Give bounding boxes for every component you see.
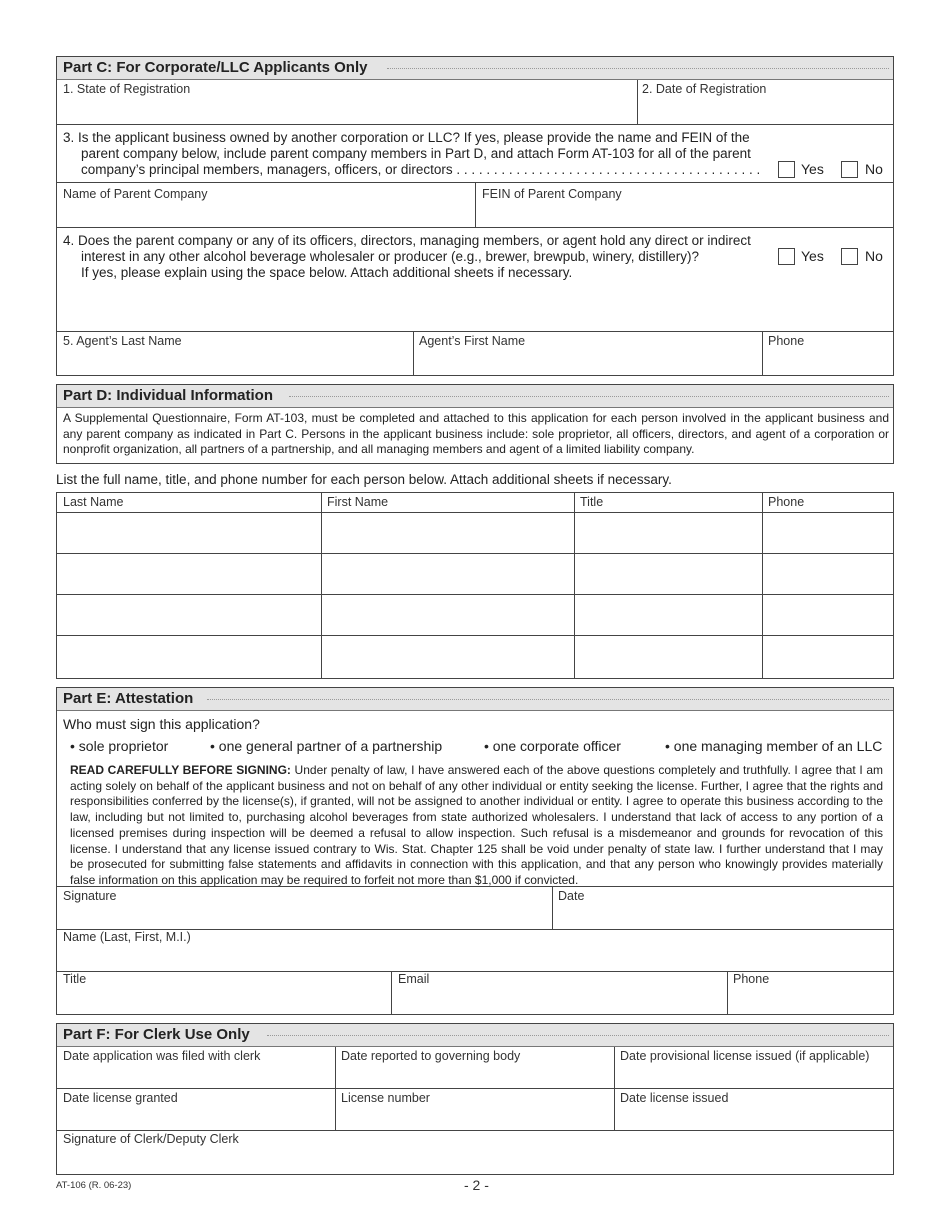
part-e-section [56,687,894,1015]
q3-no-checkbox[interactable] [841,161,858,178]
part-d-section [56,384,894,464]
question-3-line2: parent company below, include parent company members in Part D, and attach Form AT-103 for all of the parent [81,146,751,161]
agent-phone-field[interactable]: Phone [768,334,805,348]
date-issued-field[interactable]: Date license issued [620,1091,729,1105]
q3-yes-label: Yes [801,161,824,177]
clerk-signature-field[interactable]: Signature of Clerk/Deputy Clerk [63,1132,239,1146]
signer-title-field[interactable]: Title [63,972,87,986]
state-of-registration-field[interactable]: 1. State of Registration [63,82,191,96]
question-4-line3: If yes, please explain using the space below. Attach additional sheets if necessary. [81,265,573,280]
q3-yes-checkbox[interactable] [778,161,795,178]
part-f-section [56,1023,894,1175]
date-filed-field[interactable]: Date application was filed with clerk [63,1049,261,1063]
signer-name-field[interactable]: Name (Last, First, M.I.) [63,930,191,944]
q4-no-checkbox[interactable] [841,248,858,265]
signer-phone-field[interactable]: Phone [733,972,770,986]
part-d-header: Part D: Individual Information [57,385,893,408]
question-3-line1: 3. Is the applicant business owned by another corporation or LLC? If yes, please provide the name and FEIN of the [63,130,750,145]
question-4-line1: 4. Does the parent company or any of its officers, directors, managing members, or agent hold any direct or indirect [63,233,751,248]
date-reported-field[interactable]: Date reported to governing body [341,1049,521,1063]
signature-field[interactable]: Signature [63,889,117,903]
read-carefully-label: READ CAREFULLY BEFORE SIGNING: [70,763,291,777]
parent-company-fein-field[interactable]: FEIN of Parent Company [482,187,622,201]
column-first-name: First Name [327,495,389,509]
signer-corporate-officer: • one corporate officer [484,738,621,754]
q4-explanation-area[interactable] [57,285,893,331]
signer-general-partner: • one general partner of a partnership [210,738,443,754]
signature-date-field[interactable]: Date [558,889,585,903]
column-phone: Phone [768,495,805,509]
part-d-note: A Supplemental Questionnaire, Form AT-103, must be completed and attached to this application for each person involved in the applicant business and any parent company as indicated in Part C. Persons in the applicant business include: sole proprietor, all officers, directors, and agent of a corporation or nonprofit organization, all partners of a partnership, and all managing members and agent of a limited liability company. [63,411,889,456]
agent-first-name-field[interactable]: Agent’s First Name [419,334,526,348]
table-row[interactable] [57,595,893,635]
column-title: Title [580,495,604,509]
table-row[interactable] [57,513,893,553]
q4-no-label: No [865,248,883,264]
question-3-line3: company’s principal members, managers, officers, or directors . . . . . . . . . . . . . . . . . . . . . . . . . . . . . . . . . . . . . . . . . [81,162,761,177]
page-number: - 2 - [464,1177,489,1193]
license-number-field[interactable]: License number [341,1091,430,1105]
table-row[interactable] [57,636,893,678]
signer-sole-proprietor: • sole proprietor [70,738,169,754]
form-id: AT-106 (R. 06-23) [56,1180,132,1191]
individuals-table [56,492,894,679]
q3-no-label: No [865,161,883,177]
part-d-instruction: List the full name, title, and phone number for each person below. Attach additional sheets if necessary. [56,472,672,487]
attestation-body: Under penalty of law, I have answered each of the above questions completely and truthfully. I agree that I am acting solely on behalf of the applicant business and not on behalf of any other individual or entity seeking the license. Further, I agree that the rights and responsibilities conferred by the license(s), if granted, will not be assigned to another individual or entity. I agree to operate this business according to the law, including but not limited to, purchasing alcohol beverages from state authorized wholesalers. I understand that lack of access to any portion of a licensed premises during inspection will be deemed a refusal to allow inspection. Such refusal is a misdemeanor and grounds for revocation of this license. I understand that any license issued contrary to Wis. Stat. Chapter 125 shall be void under penalty of state law. I further understand that I may be prosecuted for submitting false statements and affidavits in connection with this application, and that any person who knowingly provides materially false information on this application may be required to forfeit not more than $1,000 if convicted. [70,763,883,887]
column-last-name: Last Name [63,495,124,509]
agent-last-name-field[interactable]: 5. Agent’s Last Name [63,334,182,348]
date-of-registration-field[interactable]: 2. Date of Registration [642,82,767,96]
question-4-line2: interest in any other alcohol beverage wholesaler or producer (e.g., brewer, brewpub, winery, distillery)? [81,249,700,264]
date-granted-field[interactable]: Date license granted [63,1091,178,1105]
q4-yes-label: Yes [801,248,824,264]
part-c-section [56,56,894,376]
signer-managing-member: • one managing member of an LLC [665,738,883,754]
who-must-sign: Who must sign this application? [63,716,260,732]
q4-yes-checkbox[interactable] [778,248,795,265]
part-f-header: Part F: For Clerk Use Only [57,1024,893,1047]
part-c-header: Part C: For Corporate/LLC Applicants Only [57,57,893,80]
signer-email-field[interactable]: Email [398,972,430,986]
table-row[interactable] [57,554,893,594]
part-e-header: Part E: Attestation [57,688,893,711]
attestation-text [70,763,883,889]
date-provisional-field[interactable]: Date provisional license issued (if applicable) [620,1049,870,1063]
parent-company-name-field[interactable]: Name of Parent Company [63,187,208,201]
